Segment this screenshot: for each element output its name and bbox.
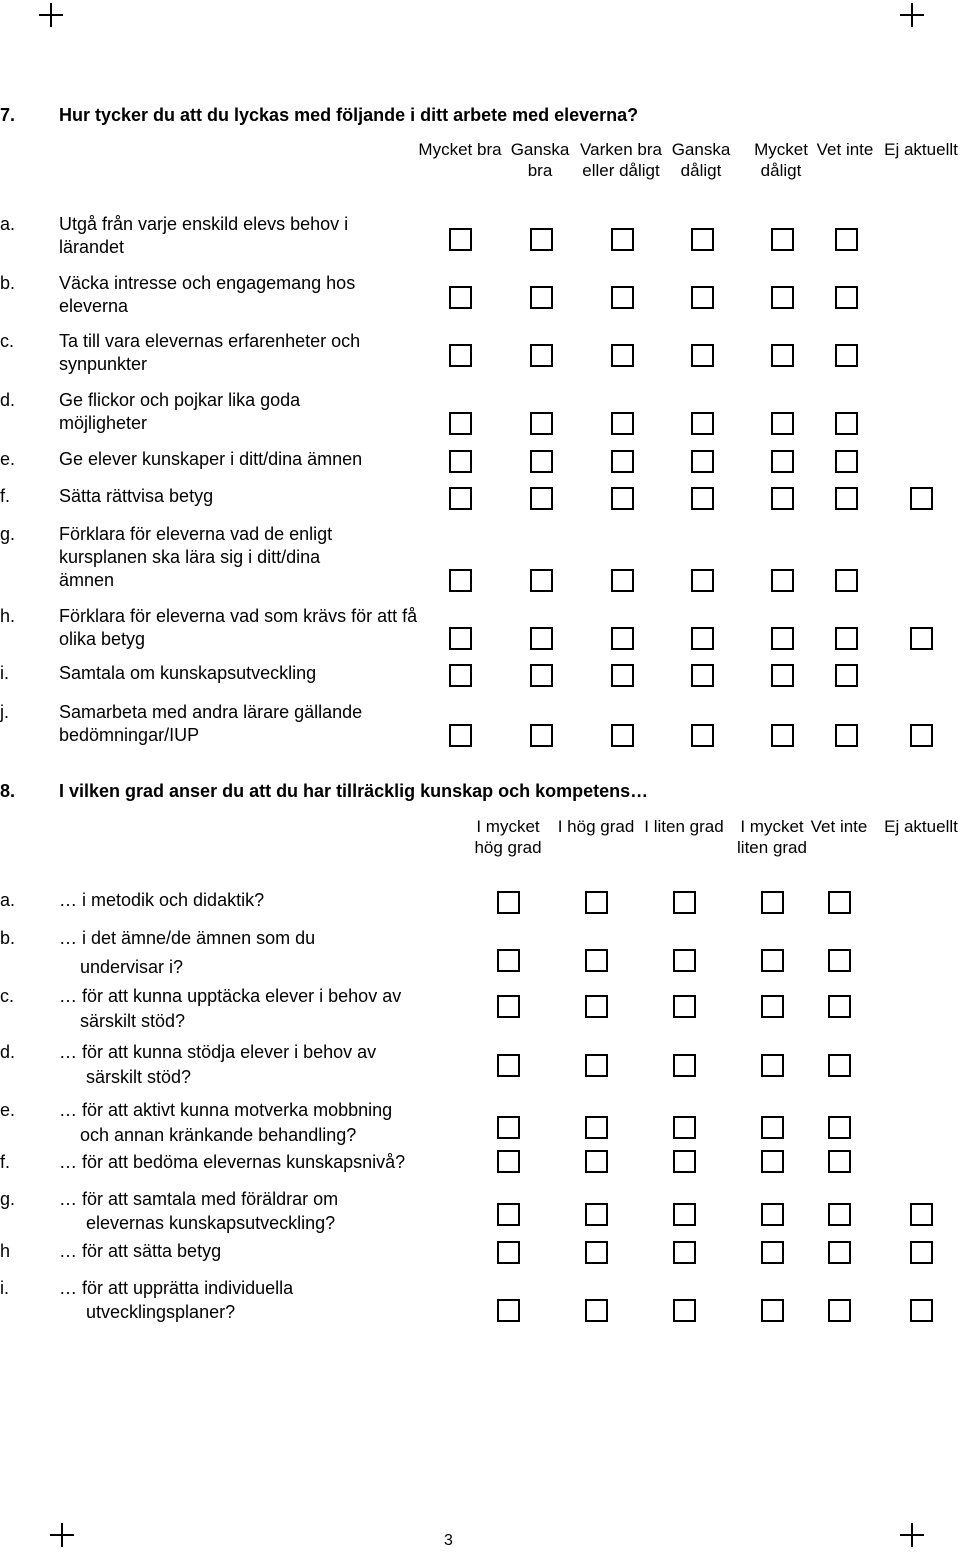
q7-item-letter: d. bbox=[0, 390, 16, 410]
q7-item-letter: f. bbox=[0, 486, 11, 506]
q7-item-checkbox[interactable] bbox=[691, 412, 714, 435]
q7-item-checkbox[interactable] bbox=[611, 450, 634, 473]
q8-item-letter: f. bbox=[0, 1152, 11, 1172]
q7-item-letter: i. bbox=[0, 663, 9, 683]
q8-item-text: … för att sätta betyg bbox=[59, 1241, 222, 1261]
q7-item-checkbox[interactable] bbox=[910, 487, 933, 510]
q8-item-letter: i. bbox=[0, 1278, 9, 1298]
q7-item-checkbox[interactable] bbox=[530, 724, 553, 747]
registration-mark-top-left bbox=[39, 3, 63, 27]
q8-item-letter: h bbox=[0, 1241, 11, 1261]
q7-item-checkbox[interactable] bbox=[771, 286, 794, 309]
q8-item-checkbox[interactable] bbox=[585, 1203, 608, 1226]
q7-col-header-6: Vet inte bbox=[816, 140, 874, 159]
q8-item-letter: g. bbox=[0, 1189, 16, 1209]
q8-item-checkbox[interactable] bbox=[585, 891, 608, 914]
q8-item-checkbox[interactable] bbox=[673, 891, 696, 914]
q7-item-checkbox[interactable] bbox=[835, 286, 858, 309]
q7-item-checkbox[interactable] bbox=[449, 450, 472, 473]
q7-item-text: Utgå från varje enskild elevs behov i lärandet bbox=[59, 214, 349, 257]
q7-item-checkbox[interactable] bbox=[771, 664, 794, 687]
registration-mark-bottom-right bbox=[900, 1523, 924, 1547]
q8-item-checkbox[interactable] bbox=[761, 891, 784, 914]
q7-col-header-7: Ej aktuellt bbox=[884, 140, 958, 159]
q7-item-text: Ta till vara elevernas erfarenheter och synpunkter bbox=[59, 331, 361, 374]
q8-item-checkbox[interactable] bbox=[761, 995, 784, 1018]
q7-item-checkbox[interactable] bbox=[835, 450, 858, 473]
q8-item-checkbox[interactable] bbox=[828, 891, 851, 914]
q8-item-checkbox[interactable] bbox=[585, 995, 608, 1018]
q7-item-letter: j. bbox=[0, 702, 9, 722]
q7-col-header-5: Mycket dåligt bbox=[754, 140, 808, 180]
q7-item-checkbox[interactable] bbox=[530, 286, 553, 309]
q7-item-checkbox[interactable] bbox=[835, 664, 858, 687]
q8-item-checkbox[interactable] bbox=[828, 1150, 851, 1173]
q7-item-checkbox[interactable] bbox=[691, 569, 714, 592]
q7-col-header-2: Ganska bra bbox=[510, 140, 570, 180]
q8-item-checkbox[interactable] bbox=[497, 1150, 520, 1173]
q7-item-letter: a. bbox=[0, 214, 16, 234]
q8-item-text: … för att bedöma elevernas kunskapsnivå? bbox=[59, 1152, 406, 1172]
q7-item-letter: e. bbox=[0, 449, 16, 469]
q7-item-text: Samarbeta med andra lärare gällande bedömningar/IUP bbox=[59, 702, 363, 745]
q7-item-checkbox[interactable] bbox=[611, 724, 634, 747]
q7-item-checkbox[interactable] bbox=[910, 724, 933, 747]
q7-item-checkbox[interactable] bbox=[449, 664, 472, 687]
q8-item-text-line2: särskilt stöd? bbox=[86, 1067, 192, 1087]
q8-item-text: … i det ämne/de ämnen som du bbox=[59, 928, 316, 948]
q7-item-checkbox[interactable] bbox=[691, 228, 714, 251]
q7-item-checkbox[interactable] bbox=[449, 627, 472, 650]
q8-item-checkbox[interactable] bbox=[761, 1116, 784, 1139]
q7-item-text: Ge elever kunskaper i ditt/dina ämnen bbox=[59, 449, 363, 469]
q8-item-checkbox[interactable] bbox=[585, 1299, 608, 1322]
q8-item-checkbox[interactable] bbox=[828, 1241, 851, 1264]
q8-item-text-line2: undervisar i? bbox=[80, 957, 184, 977]
q7-item-checkbox[interactable] bbox=[835, 569, 858, 592]
q7-item-checkbox[interactable] bbox=[771, 569, 794, 592]
q7-item-checkbox[interactable] bbox=[835, 412, 858, 435]
q7-item-checkbox[interactable] bbox=[449, 724, 472, 747]
q7-item-checkbox[interactable] bbox=[691, 487, 714, 510]
q7-item-checkbox[interactable] bbox=[611, 627, 634, 650]
q8-item-letter: c. bbox=[0, 986, 15, 1006]
q7-item-checkbox[interactable] bbox=[771, 412, 794, 435]
q8-item-checkbox[interactable] bbox=[761, 1054, 784, 1077]
q7-item-checkbox[interactable] bbox=[835, 344, 858, 367]
q7-col-header-4: Ganska dåligt bbox=[671, 140, 731, 180]
q8-item-letter: b. bbox=[0, 928, 16, 948]
q7-item-text: Ge flickor och pojkar lika goda möjligheter bbox=[59, 390, 301, 433]
q8-item-checkbox[interactable] bbox=[673, 1299, 696, 1322]
q8-item-text-line2: särskilt stöd? bbox=[80, 1011, 186, 1031]
q7-item-checkbox[interactable] bbox=[530, 569, 553, 592]
q8-item-checkbox[interactable] bbox=[585, 1054, 608, 1077]
q8-item-checkbox[interactable] bbox=[673, 995, 696, 1018]
q8-item-checkbox[interactable] bbox=[761, 1241, 784, 1264]
q8-item-checkbox[interactable] bbox=[497, 949, 520, 972]
q8-item-checkbox[interactable] bbox=[673, 949, 696, 972]
q7-item-checkbox[interactable] bbox=[611, 412, 634, 435]
q7-item-checkbox[interactable] bbox=[449, 228, 472, 251]
q8-item-checkbox[interactable] bbox=[497, 891, 520, 914]
q8-item-checkbox[interactable] bbox=[910, 1299, 933, 1322]
q8-item-checkbox[interactable] bbox=[910, 1241, 933, 1264]
q8-item-checkbox[interactable] bbox=[497, 995, 520, 1018]
q7-item-checkbox[interactable] bbox=[835, 627, 858, 650]
q7-item-checkbox[interactable] bbox=[611, 487, 634, 510]
q7-item-checkbox[interactable] bbox=[691, 664, 714, 687]
q8-item-letter: a. bbox=[0, 890, 16, 910]
q7-item-checkbox[interactable] bbox=[771, 450, 794, 473]
q7-item-checkbox[interactable] bbox=[530, 627, 553, 650]
q7-item-checkbox[interactable] bbox=[771, 724, 794, 747]
q8-item-checkbox[interactable] bbox=[673, 1203, 696, 1226]
q8-item-text: … för att upprätta individuella bbox=[59, 1278, 294, 1298]
q8-col-header-6: Ej aktuellt bbox=[884, 817, 958, 836]
q8-item-text: … för att kunna stödja elever i behov av bbox=[59, 1042, 377, 1062]
q7-title: Hur tycker du att du lyckas med följande i ditt arbete med eleverna? bbox=[59, 105, 639, 125]
q7-item-text: Förklara för eleverna vad de enligt kursplanen ska lära sig i ditt/dina ämnen bbox=[59, 524, 333, 590]
q8-item-checkbox[interactable] bbox=[761, 1299, 784, 1322]
q8-item-text: … i metodik och didaktik? bbox=[59, 890, 265, 910]
q8-item-checkbox[interactable] bbox=[828, 1116, 851, 1139]
q8-item-checkbox[interactable] bbox=[828, 1203, 851, 1226]
q8-item-text-line2: utvecklingsplaner? bbox=[86, 1302, 236, 1322]
q8-col-header-2: I hög grad bbox=[557, 817, 635, 836]
q8-item-letter: d. bbox=[0, 1042, 16, 1062]
q8-item-text-line2: elevernas kunskapsutveckling? bbox=[86, 1213, 336, 1233]
q8-item-checkbox[interactable] bbox=[497, 1203, 520, 1226]
q7-item-checkbox[interactable] bbox=[910, 627, 933, 650]
q8-item-checkbox[interactable] bbox=[673, 1054, 696, 1077]
q7-item-checkbox[interactable] bbox=[611, 286, 634, 309]
q8-item-text: … för att aktivt kunna motverka mobbning bbox=[59, 1100, 393, 1120]
q7-item-checkbox[interactable] bbox=[530, 412, 553, 435]
q7-item-letter: c. bbox=[0, 331, 15, 351]
q8-item-checkbox[interactable] bbox=[585, 949, 608, 972]
q7-item-checkbox[interactable] bbox=[835, 228, 858, 251]
q7-item-letter: h. bbox=[0, 606, 16, 626]
q7-item-checkbox[interactable] bbox=[449, 569, 472, 592]
q7-item-checkbox[interactable] bbox=[611, 664, 634, 687]
q8-col-header-4: I mycket liten grad bbox=[737, 817, 807, 857]
q7-item-checkbox[interactable] bbox=[691, 627, 714, 650]
q7-item-checkbox[interactable] bbox=[771, 627, 794, 650]
q7-item-text: Samtala om kunskapsutveckling bbox=[59, 663, 317, 683]
q8-item-checkbox[interactable] bbox=[910, 1203, 933, 1226]
q8-item-checkbox[interactable] bbox=[673, 1241, 696, 1264]
q7-item-letter: g. bbox=[0, 524, 16, 544]
q7-item-checkbox[interactable] bbox=[611, 228, 634, 251]
q7-item-checkbox[interactable] bbox=[449, 344, 472, 367]
q8-item-checkbox[interactable] bbox=[761, 1203, 784, 1226]
q8-col-header-3: I liten grad bbox=[644, 817, 724, 836]
q7-item-checkbox[interactable] bbox=[449, 286, 472, 309]
q8-item-checkbox[interactable] bbox=[585, 1116, 608, 1139]
q8-item-checkbox[interactable] bbox=[497, 1116, 520, 1139]
q7-item-checkbox[interactable] bbox=[611, 344, 634, 367]
q8-item-checkbox[interactable] bbox=[585, 1241, 608, 1264]
q7-item-checkbox[interactable] bbox=[530, 450, 553, 473]
q7-item-checkbox[interactable] bbox=[691, 286, 714, 309]
q7-item-checkbox[interactable] bbox=[530, 664, 553, 687]
q8-item-checkbox[interactable] bbox=[497, 1241, 520, 1264]
q8-col-header-1: I mycket hög grad bbox=[474, 817, 542, 857]
q7-item-checkbox[interactable] bbox=[691, 344, 714, 367]
registration-mark-bottom-left bbox=[50, 1523, 74, 1547]
q8-item-checkbox[interactable] bbox=[673, 1116, 696, 1139]
q7-item-checkbox[interactable] bbox=[771, 228, 794, 251]
page-number: 3 bbox=[444, 1532, 453, 1549]
q8-item-checkbox[interactable] bbox=[761, 949, 784, 972]
q7-item-checkbox[interactable] bbox=[691, 724, 714, 747]
q8-title: I vilken grad anser du att du har tillräcklig kunskap och kompetens… bbox=[59, 781, 649, 801]
q7-item-checkbox[interactable] bbox=[835, 724, 858, 747]
q8-item-checkbox[interactable] bbox=[828, 1054, 851, 1077]
q7-item-checkbox[interactable] bbox=[530, 228, 553, 251]
q8-item-text: … för att kunna upptäcka elever i behov av bbox=[59, 986, 402, 1006]
q8-item-text: … för att samtala med föräldrar om bbox=[59, 1189, 339, 1209]
q8-col-header-5: Vet inte bbox=[810, 817, 868, 836]
q7-col-header-1: Mycket bra bbox=[418, 140, 502, 159]
q8-item-checkbox[interactable] bbox=[497, 1054, 520, 1077]
q8-item-checkbox[interactable] bbox=[497, 1299, 520, 1322]
q7-number: 7. bbox=[0, 105, 16, 125]
q7-item-text: Förklara för eleverna vad som krävs för att få olika betyg bbox=[59, 606, 418, 649]
q7-item-checkbox[interactable] bbox=[530, 487, 553, 510]
q7-item-checkbox[interactable] bbox=[611, 569, 634, 592]
registration-mark-top-right bbox=[900, 3, 924, 27]
q8-item-checkbox[interactable] bbox=[761, 1150, 784, 1173]
q7-item-checkbox[interactable] bbox=[771, 344, 794, 367]
q8-item-letter: e. bbox=[0, 1100, 16, 1120]
q7-item-checkbox[interactable] bbox=[530, 344, 553, 367]
q8-item-checkbox[interactable] bbox=[828, 1299, 851, 1322]
q7-item-letter: b. bbox=[0, 273, 16, 293]
q7-item-checkbox[interactable] bbox=[691, 450, 714, 473]
q8-number: 8. bbox=[0, 781, 16, 801]
q7-item-checkbox[interactable] bbox=[449, 412, 472, 435]
q8-item-text-line2: och annan kränkande behandling? bbox=[80, 1125, 357, 1145]
q7-col-header-3: Varken bra eller dåligt bbox=[580, 140, 662, 180]
q7-item-checkbox[interactable] bbox=[771, 487, 794, 510]
q7-item-text: Väcka intresse och engagemang hos eleverna bbox=[59, 273, 356, 316]
q8-item-checkbox[interactable] bbox=[828, 995, 851, 1018]
q7-item-text: Sätta rättvisa betyg bbox=[59, 486, 214, 506]
q8-item-checkbox[interactable] bbox=[828, 949, 851, 972]
q8-item-checkbox[interactable] bbox=[585, 1150, 608, 1173]
q7-item-checkbox[interactable] bbox=[449, 487, 472, 510]
q8-item-checkbox[interactable] bbox=[673, 1150, 696, 1173]
q7-item-checkbox[interactable] bbox=[835, 487, 858, 510]
